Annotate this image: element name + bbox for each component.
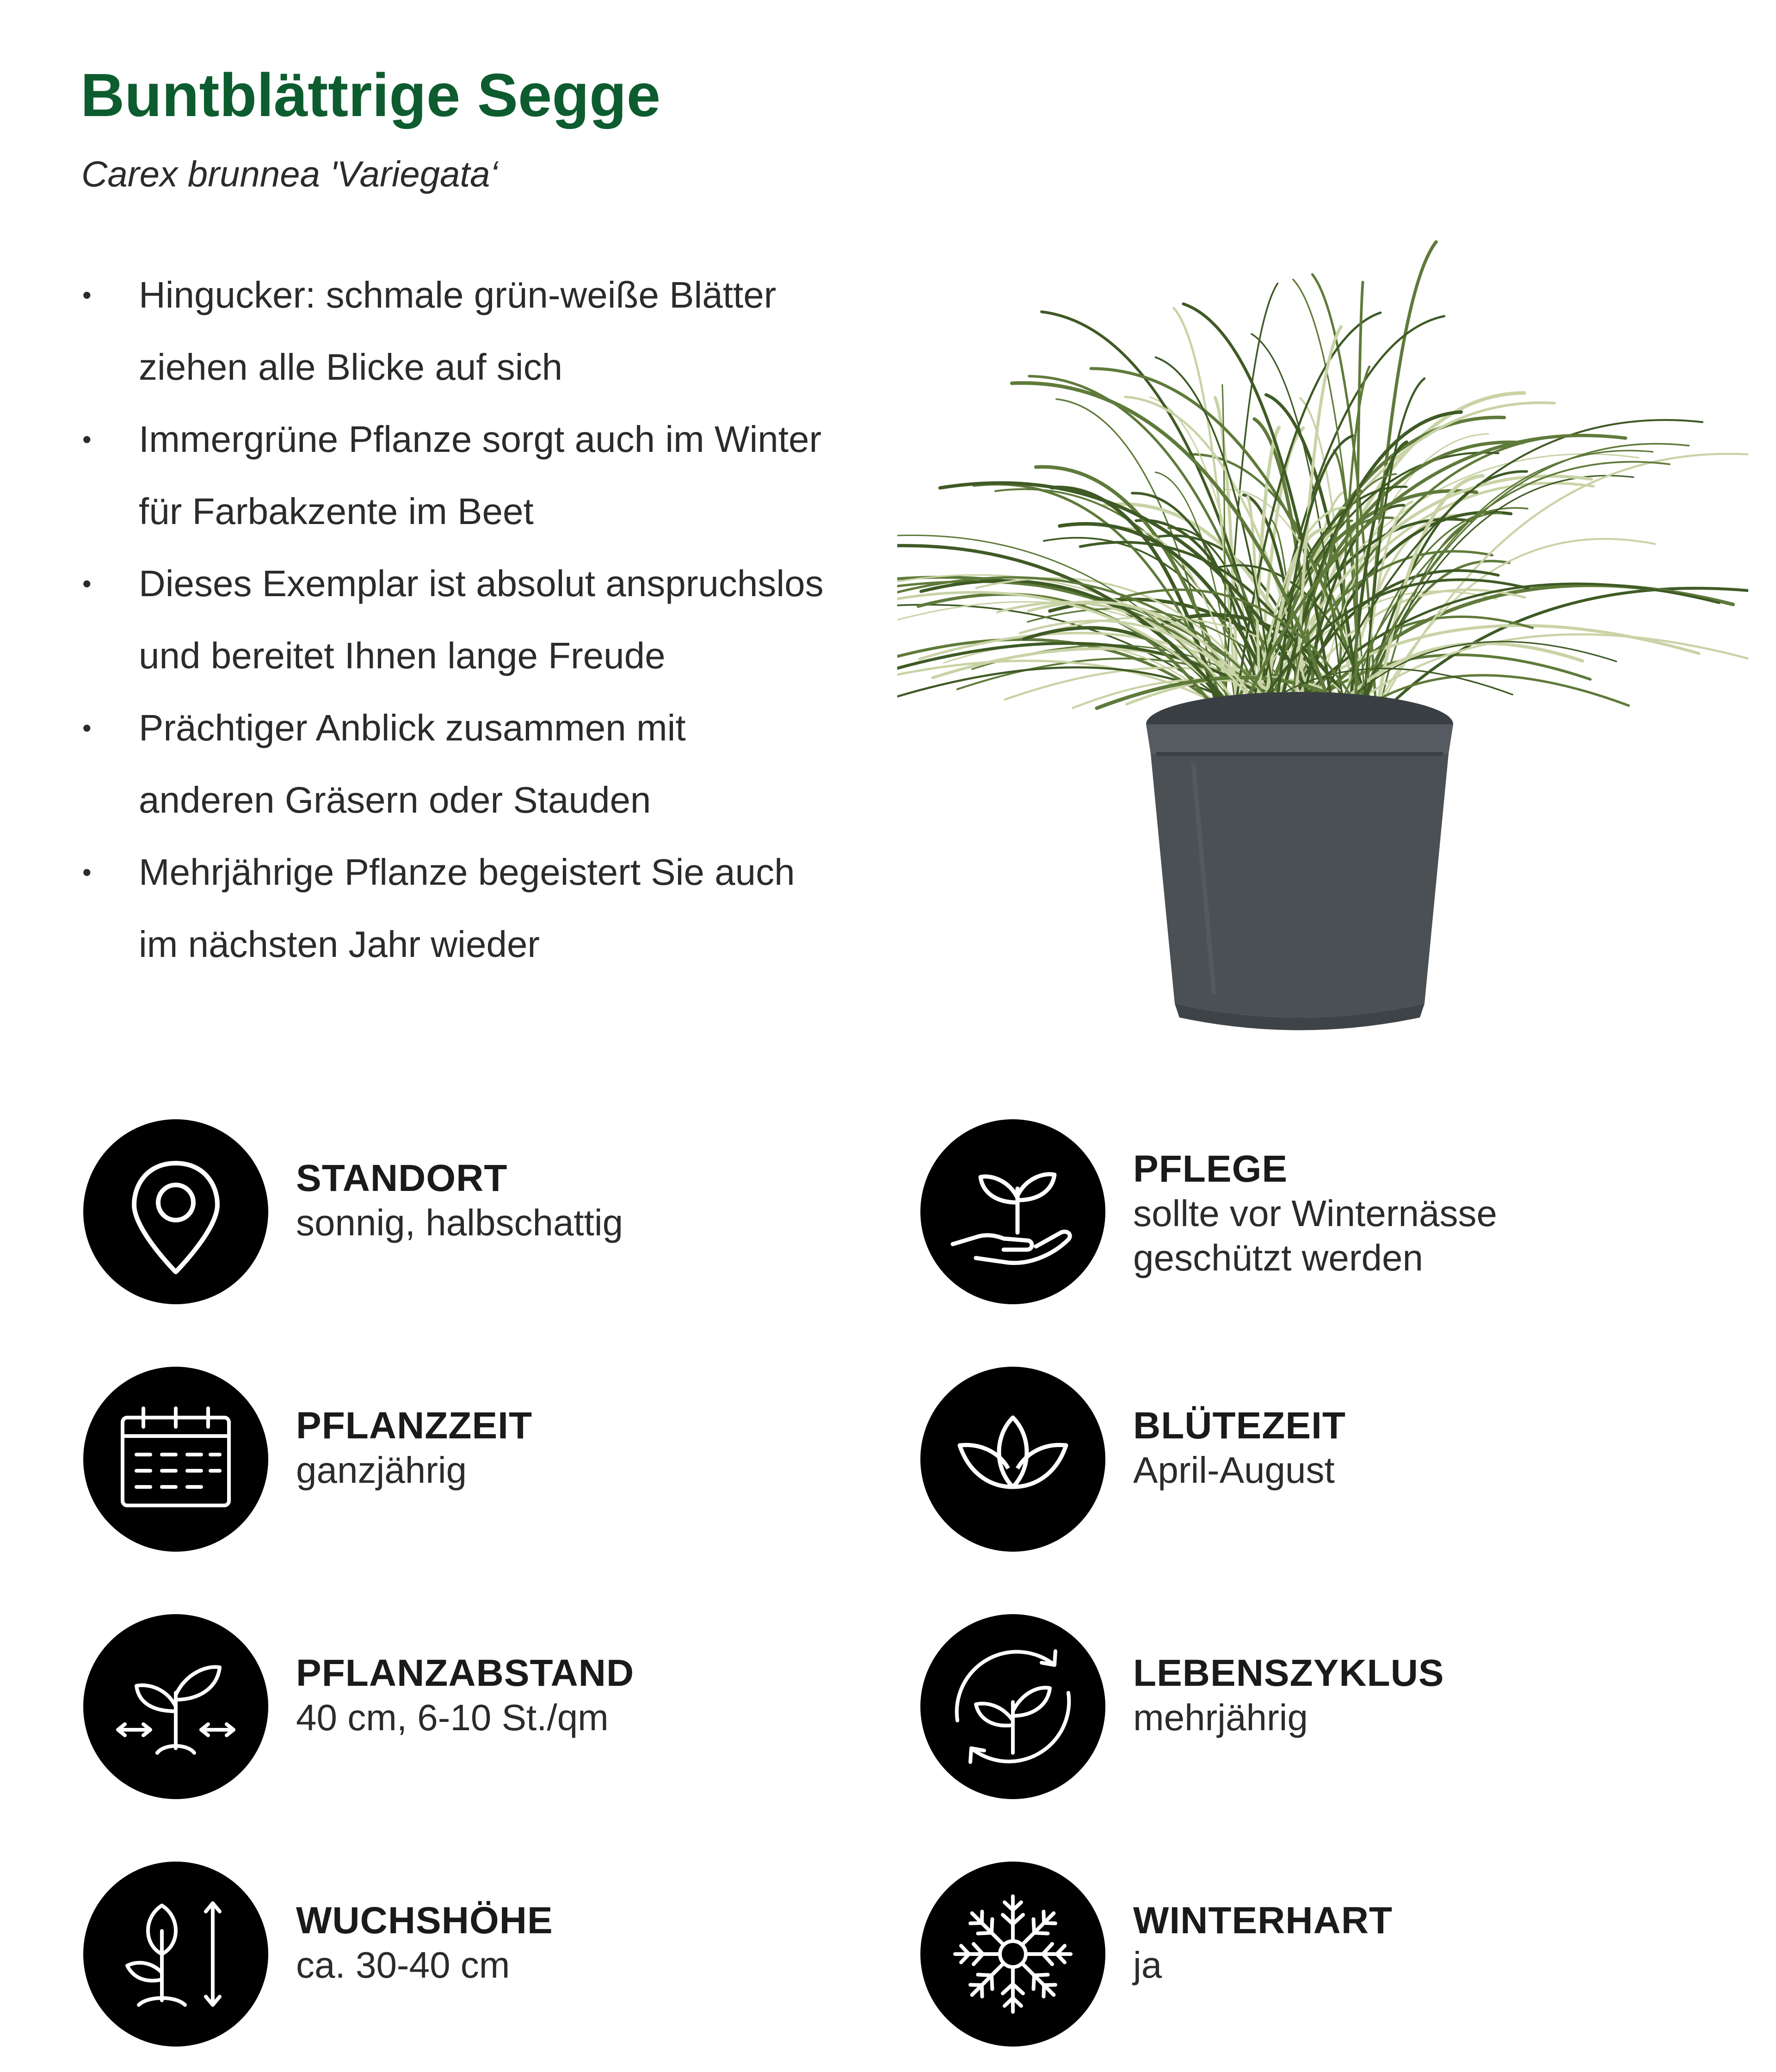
- product-title: Buntblättrige Segge: [80, 61, 661, 129]
- bullet: •: [82, 280, 92, 309]
- info-value: sollte vor Winternässe: [1133, 1193, 1497, 1234]
- info-label: WUCHSHÖHE: [296, 1899, 553, 1942]
- info-text: [296, 1404, 897, 1492]
- feature-line: für Farbakzente im Beet: [139, 491, 534, 532]
- feature-line: Immergrüne Pflanze sorgt auch im Winter: [139, 419, 822, 460]
- botanical-name: Carex brunnea 'Variegata‘: [81, 154, 498, 194]
- info-label: PFLEGE: [1133, 1148, 1288, 1190]
- info-value: sonnig, halbschattig: [296, 1202, 623, 1243]
- plant-pot: [1146, 692, 1453, 1030]
- info-standort: [83, 1119, 916, 1304]
- info-label: PFLANZABSTAND: [296, 1652, 635, 1694]
- bullet: •: [82, 713, 92, 742]
- hand-sprout-icon: [920, 1119, 1105, 1304]
- info-label: STANDORT: [296, 1157, 508, 1199]
- cycle-sprout-icon: [920, 1614, 1105, 1799]
- info-label: BLÜTEZEIT: [1133, 1405, 1346, 1447]
- bullet: •: [82, 425, 92, 454]
- plant-image: [897, 153, 1748, 1041]
- info-lebenszyklus: [920, 1614, 1753, 1799]
- info-pflanzabstand: [83, 1614, 916, 1799]
- info-bluetezeit: [920, 1367, 1753, 1552]
- info-value: April-August: [1133, 1449, 1335, 1491]
- feature-item: [74, 259, 925, 403]
- lotus-flower-icon: [920, 1367, 1105, 1552]
- info-value: geschützt werden: [1133, 1237, 1424, 1278]
- info-text: [296, 1651, 897, 1740]
- info-pflege: [920, 1119, 1753, 1304]
- info-value: ja: [1133, 1944, 1162, 1986]
- bullet: •: [82, 569, 92, 598]
- feature-line: Hingucker: schmale grün-weiße Blätter: [139, 274, 777, 315]
- info-value: ganzjährig: [296, 1449, 467, 1491]
- tree-height-icon: [83, 1862, 268, 2047]
- feature-line: Dieses Exemplar ist absolut anspruchslos: [139, 563, 824, 604]
- feature-line: Prächtiger Anblick zusammen mit: [139, 707, 686, 748]
- info-text: [1133, 1899, 1734, 1987]
- feature-line: und bereitet Ihnen lange Freude: [139, 635, 666, 676]
- info-text: [1133, 1404, 1734, 1492]
- feature-line: Mehrjährige Pflanze begeistert Sie auch: [139, 851, 795, 893]
- info-text: [1133, 1651, 1734, 1740]
- feature-item: [74, 836, 925, 980]
- feature-line: im nächsten Jahr wieder: [139, 924, 540, 965]
- info-value: ca. 30-40 cm: [296, 1944, 510, 1986]
- info-winterhart: [920, 1862, 1753, 2047]
- info-label: LEBENSZYKLUS: [1133, 1652, 1444, 1694]
- feature-line: anderen Gräsern oder Stauden: [139, 779, 651, 820]
- calendar-icon: [83, 1367, 268, 1552]
- info-text: [1133, 1147, 1734, 1280]
- feature-item: [74, 692, 925, 836]
- info-value: mehrjährig: [1133, 1697, 1308, 1738]
- feature-list: [74, 259, 925, 980]
- info-text: [296, 1156, 897, 1245]
- info-wuchshoehe: [83, 1862, 916, 2047]
- feature-item: [74, 548, 925, 692]
- info-label: PFLANZZEIT: [296, 1405, 533, 1447]
- snowflake-icon: [920, 1862, 1105, 2047]
- location-pin-icon: [83, 1119, 268, 1304]
- info-text: [296, 1899, 897, 1987]
- sprout-spacing-icon: [83, 1614, 268, 1799]
- bullet: •: [82, 857, 92, 887]
- grass-blades: [897, 242, 1748, 722]
- info-value: 40 cm, 6-10 St./qm: [296, 1697, 609, 1738]
- feature-line: ziehen alle Blicke auf sich: [139, 346, 563, 388]
- info-pflanzzeit: [83, 1367, 916, 1552]
- feature-item: [74, 403, 925, 548]
- info-label: WINTERHART: [1133, 1899, 1393, 1942]
